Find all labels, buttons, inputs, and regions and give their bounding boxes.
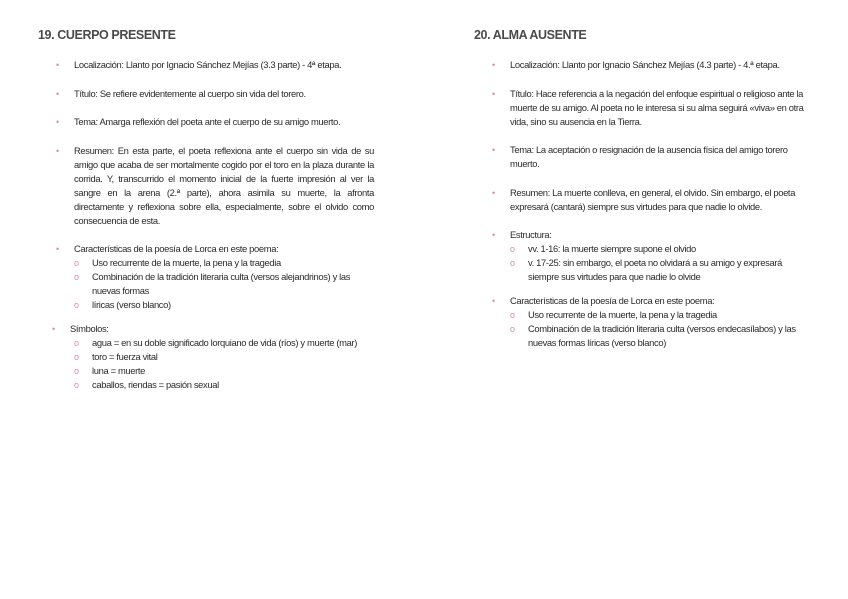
circle-bullet-icon: o <box>74 300 79 310</box>
sub-list <box>70 336 374 392</box>
circle-bullet-icon: o <box>510 258 515 268</box>
list-item: • Estructura: o vv. 1-16: la muerte siempre supone el olvido o v. 17-25: sin embargo, el poeta no olvidará a su amigo y expresará siempre sus virtudes para que nadie lo olvide <box>474 228 810 284</box>
list-item: • Símbolos: o agua = en su doble significado lorquiano de vida (ríos) y muerte (mar) o toro = fuerza vital o luna = muerte o caballos, riendas = pasión sexual <box>38 322 374 392</box>
bullet-icon: • <box>492 145 495 155</box>
sub-list-item: o Uso recurrente de la muerte, la pena y la tragedia <box>510 309 717 320</box>
bullet-icon: • <box>56 244 59 254</box>
bullet-icon: • <box>56 117 59 127</box>
circle-bullet-icon: o <box>510 244 515 254</box>
sub-list-item: o Combinación de la tradición literaria culta (versos endecasílabos) y las nuevas formas líricas (verso blanco) <box>510 323 796 348</box>
circle-bullet-icon: o <box>74 338 79 348</box>
bullet-icon: • <box>56 88 59 99</box>
left-column <box>38 28 374 407</box>
list-item: • Título: Se refiere evidentemente al cuerpo sin vida del torero. <box>56 87 306 99</box>
left-item-list <box>38 58 374 392</box>
right-column <box>474 28 810 365</box>
sub-list-item: o toro = fuerza vital <box>74 351 158 362</box>
bullet-icon: • <box>492 187 495 198</box>
list-item: • Tema: La aceptación o resignación de la ausencia física del amigo torero muerto. <box>492 144 788 169</box>
section-title-alma-ausente: 20. ALMA AUSENTE <box>474 28 587 42</box>
sub-list-item: o líricas (verso blanco) <box>74 299 171 310</box>
sub-list-item: o caballos, riendas = pasión sexual <box>74 379 219 390</box>
bullet-icon: • <box>492 60 495 70</box>
list-item: • Título: Hace referencia a la negación del enfoque espiritual o religioso ante la muerte de su amigo. Al poeta no le interesa si su alma seguirá «viva» en otra vida, sino su ausencia en la Tierra. <box>492 87 804 127</box>
bullet-icon: • <box>52 324 55 334</box>
bullet-icon: • <box>492 296 495 306</box>
list-item: • Localización: Llanto por Ignacio Sánchez Mejías (3.3 parte) - 4ª etapa. <box>56 59 342 70</box>
list-item: • Localización: Llanto por Ignacio Sánchez Mejías (4.3 parte) - 4.ª etapa. <box>492 59 780 70</box>
right-item-list <box>474 58 810 350</box>
circle-bullet-icon: o <box>510 310 515 320</box>
list-item: • Características de la poesía de Lorca en este poema: o Uso recurrente de la muerte, la pena y la tragedia o Combinación de la tradición literaria culta (versos alejandrinos) y las nuevas formas o líricas (verso blanco) <box>38 242 374 312</box>
bullet-icon: • <box>492 230 495 240</box>
section-title-cuerpo-presente: 19. CUERPO PRESENTE <box>38 28 176 42</box>
sub-list-item: o v. 17-25: sin embargo, el poeta no olvidará a su amigo y expresará siempre sus virtudes para que nadie lo olvide <box>510 257 782 282</box>
bullet-icon: • <box>56 60 59 70</box>
circle-bullet-icon: o <box>74 366 79 376</box>
sub-list-item: o vv. 1-16: la muerte siempre supone el olvido <box>510 243 696 254</box>
list-item: • Resumen: En esta parte, el poeta reflexiona ante el cuerpo sin vida de su amigo que acaba de ser mortalmente cogido por el toro en la plaza durante la corrida. Y, transcurrido el momento inicial de la fuerte impresión al ver la sangre en la arena (2.ª parte), ahora asimila su muerte, la afronta directamente y reflexiona sobre ella, especialmente, sobre el olvido como consecuencia de esta. <box>56 144 374 226</box>
circle-bullet-icon: o <box>74 380 79 390</box>
bullet-icon: • <box>492 88 495 99</box>
sub-list-item: o agua = en su doble significado lorquiano de vida (ríos) y muerte (mar) <box>74 337 357 348</box>
circle-bullet-icon: o <box>74 352 79 362</box>
sub-list-item: o luna = muerte <box>74 365 146 376</box>
sub-list <box>74 256 374 312</box>
circle-bullet-icon: o <box>510 324 515 334</box>
sub-list <box>510 242 810 284</box>
circle-bullet-icon: o <box>74 258 79 268</box>
circle-bullet-icon: o <box>74 272 79 282</box>
list-item: • Resumen: La muerte conlleva, en general, el olvido. Sin embargo, el poeta expresará (cantará) siempre sus virtudes para que nadie lo olvide. <box>492 186 796 212</box>
list-item: • Tema: Amarga reflexión del poeta ante el cuerpo de su amigo muerto. <box>56 116 341 127</box>
sub-list <box>510 308 810 350</box>
list-item: • Características de la poesía de Lorca en este poema: o Uso recurrente de la muerte, la pena y la tragedia o Combinación de la tradición literaria culta (versos endecasílabos) y las nuevas formas líricas (verso blanco) <box>474 294 810 350</box>
sub-list-item: o Combinación de la tradición literaria culta (versos alejandrinos) y las nuevas formas <box>74 271 351 296</box>
bullet-icon: • <box>56 145 59 156</box>
sub-list-item: o Uso recurrente de la muerte, la pena y la tragedia <box>74 257 281 268</box>
